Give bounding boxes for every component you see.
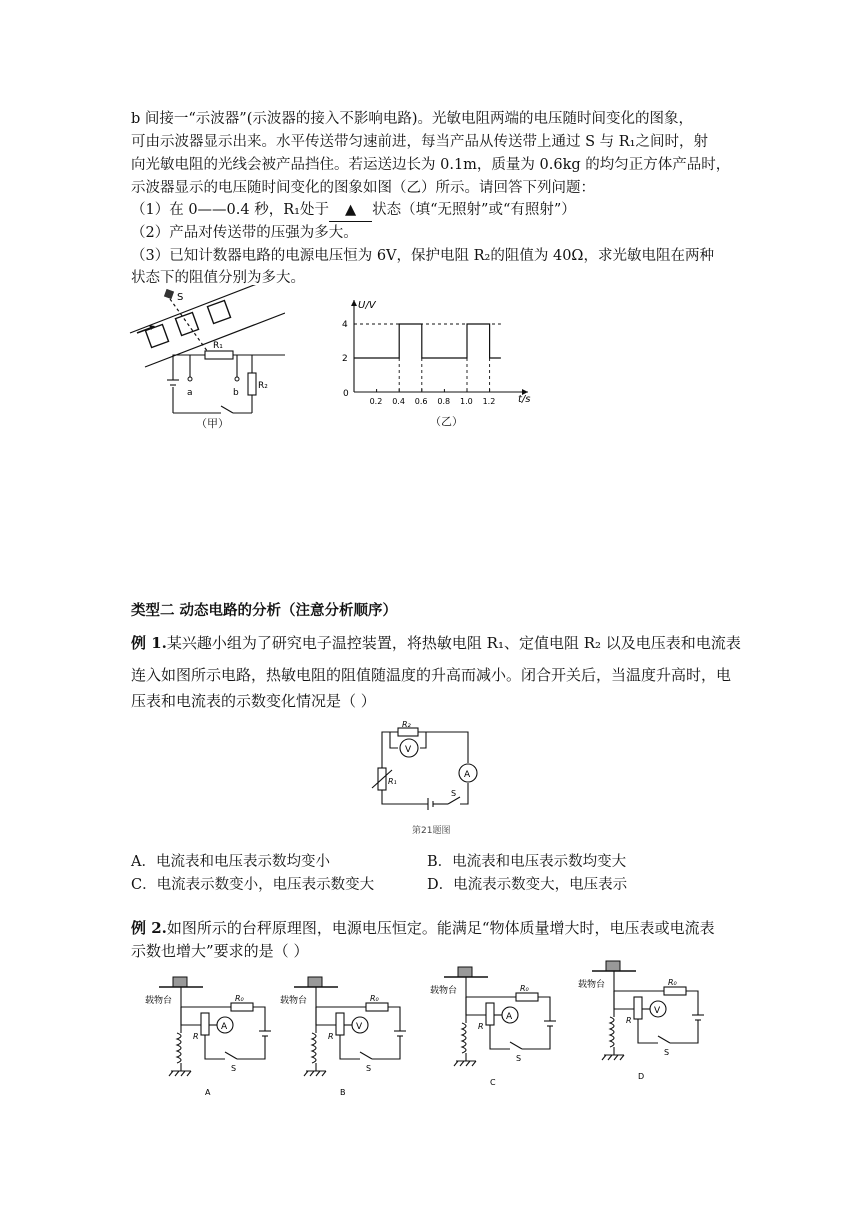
scale-option-letter: D bbox=[638, 1072, 645, 1081]
scale-switch-label: S bbox=[231, 1064, 237, 1073]
scale-r-label: R bbox=[193, 1032, 199, 1041]
para-line-2: 可由示波器显示出来。水平传送带匀速前进，每当产品从传送带上通过 S 与 R₁之间时，射 bbox=[131, 134, 708, 150]
scale-meter-label: V bbox=[654, 1006, 661, 1016]
example-1-line-3: 压表和电流表的示数变化情况是（ ） bbox=[131, 692, 376, 710]
chart-origin: 0 bbox=[343, 389, 349, 399]
scale-option-letter: C bbox=[490, 1078, 496, 1087]
figure-jia bbox=[125, 285, 285, 435]
chart-series-line bbox=[354, 324, 501, 358]
fig21-r2: R₂ bbox=[402, 720, 411, 729]
example-2-line-1 bbox=[131, 917, 715, 939]
chart-x-tick-label: 0.4 bbox=[392, 397, 405, 406]
scale-platform-label: 载物台 bbox=[430, 986, 458, 996]
scale-r-label: R bbox=[626, 1016, 632, 1025]
example-2-line-2: 示数也增大”要求的是（ ） bbox=[131, 942, 309, 960]
label-b: b bbox=[233, 388, 239, 398]
label-a: a bbox=[187, 388, 193, 398]
label-r2: R₂ bbox=[258, 381, 268, 391]
para-line-3: 向光敏电阻的光线会被产品挡住。若运送边长为 0.1m，质量为 0.6kg 的均匀正方体产品时， bbox=[131, 157, 731, 173]
chart-x-tick-label: 0.6 bbox=[414, 397, 428, 406]
question-2: （2）产品对传送带的压强为多大。 bbox=[131, 225, 358, 241]
q1-answer-blank[interactable]: ▲ bbox=[329, 199, 372, 222]
scale-figure-b[interactable] bbox=[280, 973, 420, 1103]
chart-x-tick-label: 1.0 bbox=[460, 397, 473, 406]
scale-r0-label: R₀ bbox=[235, 994, 244, 1003]
chart-ylabel: U/V bbox=[358, 300, 376, 311]
scale-switch-label: S bbox=[664, 1048, 670, 1057]
section-heading: 类型二 动态电路的分析（注意分析顺序） bbox=[131, 602, 398, 619]
question-1 bbox=[131, 199, 576, 222]
scale-option-letter: A bbox=[205, 1088, 211, 1097]
fig21-ammeter: A bbox=[464, 770, 471, 780]
chart-x-tick-label: 0.2 bbox=[369, 397, 383, 406]
figure-21-circuit bbox=[368, 718, 498, 818]
scale-meter-label: A bbox=[221, 1022, 228, 1032]
option-b[interactable]: B．电流表和电压表示数均变大 bbox=[427, 854, 627, 870]
scale-figure-d[interactable] bbox=[578, 957, 718, 1087]
q1-prefix: （1）在 0——0.4 秒，R₁处于 bbox=[131, 202, 329, 218]
example-2-text: 如图所示的台秤原理图，电源电压恒定。能满足“物体质量增大时，电压表或电流表 bbox=[166, 919, 715, 937]
scale-platform-label: 载物台 bbox=[578, 980, 606, 990]
chart-x-tick-label: 0.8 bbox=[437, 397, 451, 406]
scale-meter-label: V bbox=[356, 1022, 363, 1032]
example-1-label: 例 1. bbox=[131, 634, 167, 652]
label-s: S bbox=[177, 292, 184, 303]
scale-r-label: R bbox=[478, 1022, 484, 1031]
option-c[interactable]: C．电流表示数变小，电压表示数变大 bbox=[131, 877, 375, 893]
example-2-label: 例 2. bbox=[131, 919, 167, 937]
chart-y-tick-label: 2 bbox=[342, 354, 348, 364]
example-1-line-2: 连入如图所示电路，热敏电阻的阻值随温度的升高而减小。闭合开关后，当温度升高时，电 bbox=[131, 666, 732, 684]
q1-suffix: 状态（填“无照射”或“有照射”） bbox=[372, 202, 576, 218]
chart-y-tick-label: 4 bbox=[342, 320, 348, 330]
question-3-line-2: 状态下的阻值分别为多大。 bbox=[131, 270, 305, 286]
chart-xlabel: t/s bbox=[518, 394, 531, 405]
figure-21-caption: 第21题图 bbox=[412, 826, 451, 836]
chart-x-tick-label: 1.2 bbox=[482, 397, 496, 406]
example-1-line-1 bbox=[131, 632, 741, 654]
para-line-4: 示波器显示的电压随时间变化的图象如图（乙）所示。请回答下列问题： bbox=[131, 180, 595, 196]
scale-meter-label: A bbox=[506, 1012, 513, 1022]
scale-switch-label: S bbox=[516, 1054, 522, 1063]
scale-platform-label: 载物台 bbox=[145, 996, 173, 1006]
para-line-1: b 间接一“示波器”(示波器的接入不影响电路)。光敏电阻两端的电压随时间变化的图象， bbox=[131, 111, 694, 127]
scale-platform-label: 载物台 bbox=[280, 996, 308, 1006]
scale-figure-a[interactable] bbox=[145, 973, 285, 1103]
scale-r0-label: R₀ bbox=[370, 994, 379, 1003]
figure-yi-chart bbox=[338, 292, 538, 410]
question-3-line-1: （3）已知计数器电路的电源电压恒为 6V，保护电阻 R₂的阻值为 40Ω，求光敏电阻在两种 bbox=[131, 248, 714, 264]
scale-switch-label: S bbox=[366, 1064, 372, 1073]
fig21-r1: R₁ bbox=[388, 777, 397, 786]
scale-r0-label: R₀ bbox=[520, 984, 529, 993]
option-a[interactable]: A．电流表和电压表示数均变小 bbox=[131, 854, 330, 870]
scale-r-label: R bbox=[328, 1032, 334, 1041]
chart-y-axis-arrow bbox=[351, 300, 357, 306]
scale-option-letter: B bbox=[340, 1088, 346, 1097]
example-1-text: 某兴趣小组为了研究电子温控装置，将热敏电阻 R₁、定值电阻 R₂ 以及电压表和电流表 bbox=[166, 634, 741, 652]
scale-figure-c[interactable] bbox=[430, 963, 570, 1093]
scale-r0-label: R₀ bbox=[668, 978, 677, 987]
figure-yi-caption: （乙） bbox=[430, 415, 463, 428]
fig21-switch: S bbox=[451, 789, 457, 798]
fig21-voltmeter: V bbox=[405, 745, 412, 755]
figure-jia-caption: （甲） bbox=[196, 417, 229, 430]
label-r1: R₁ bbox=[213, 341, 223, 351]
option-d[interactable]: D．电流表示数变大，电压表示 bbox=[427, 877, 628, 893]
